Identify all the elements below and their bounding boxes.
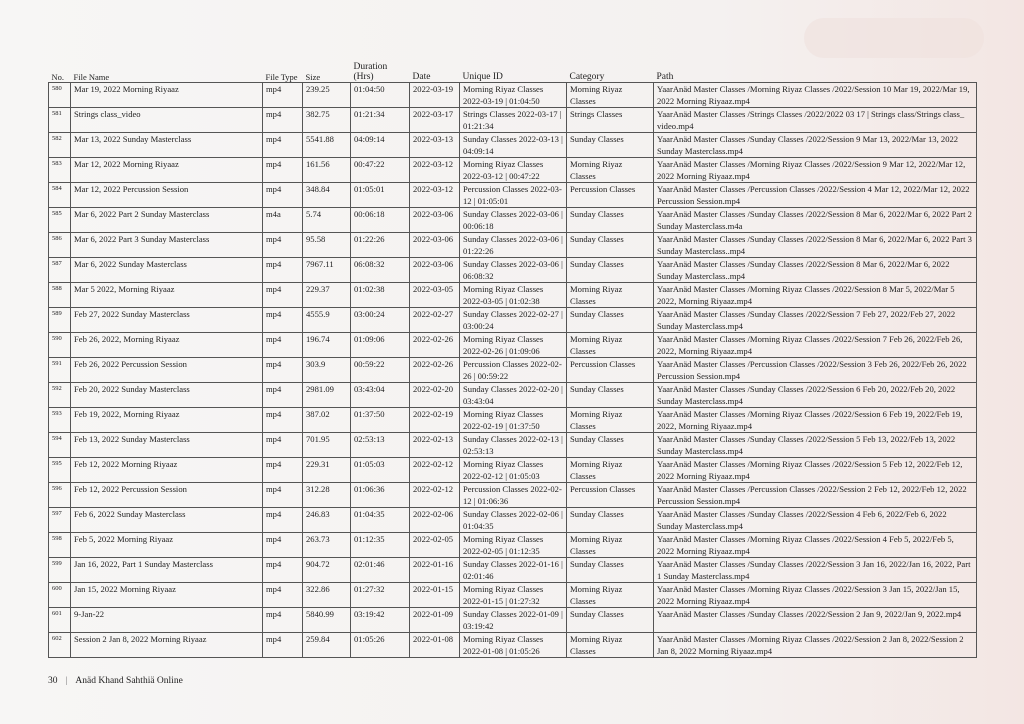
path-cell: YaarAnäd Master Classes /Sunday Classes /2022/Session 8 Mar 6, 2022/Mar 6, 2022 Part 3 Sunday Masterclass..mp4 (654, 233, 977, 258)
unique-id-cell: Strings Classes 2022-03-17 | 01:21:34 (460, 108, 567, 133)
duration-cell: 01:37:50 (351, 408, 410, 433)
file-name-cell: Feb 27, 2022 Sunday Masterclass (71, 308, 263, 333)
file-name-cell: Session 2 Jan 8, 2022 Morning Riyaaz (71, 633, 263, 658)
file-type-cell: mp4 (263, 233, 303, 258)
path-cell: YaarAnäd Master Classes /Sunday Classes /2022/Session 5 Feb 13, 2022/Feb 13, 2022 Sunday Masterclass.mp4 (654, 433, 977, 458)
category-cell: Percussion Classes (567, 183, 654, 208)
duration-cell: 04:09:14 (351, 133, 410, 158)
size-cell: 303.9 (303, 358, 351, 383)
date-cell: 2022-02-12 (410, 458, 460, 483)
size-cell: 5541.88 (303, 133, 351, 158)
category-cell: Morning Riyaz Classes (567, 283, 654, 308)
file-name-cell: Feb 26, 2022 Percussion Session (71, 358, 263, 383)
table-row (49, 258, 977, 283)
size-cell: 312.28 (303, 483, 351, 508)
table-row (49, 108, 977, 133)
category-cell: Sunday Classes (567, 433, 654, 458)
category-cell: Morning Riyaz Classes (567, 83, 654, 108)
file-type-cell: mp4 (263, 258, 303, 283)
row-number: 589 (49, 308, 71, 333)
table-row (49, 183, 977, 208)
date-cell: 2022-03-06 (410, 208, 460, 233)
row-number: 594 (49, 433, 71, 458)
unique-id-cell: Morning Riyaz Classes 2022-03-12 | 00:47:22 (460, 158, 567, 183)
path-cell: YaarAnäd Master Classes /Morning Riyaz Classes /2022/Session 7 Feb 26, 2022/Feb 26, 2022, Morning Riyaaz.mp4 (654, 333, 977, 358)
duration-cell: 01:09:06 (351, 333, 410, 358)
duration-cell: 03:43:04 (351, 383, 410, 408)
row-number: 588 (49, 283, 71, 308)
category-cell: Sunday Classes (567, 558, 654, 583)
duration-cell: 06:08:32 (351, 258, 410, 283)
row-number: 591 (49, 358, 71, 383)
table-row (49, 308, 977, 333)
unique-id-cell: Morning Riyaz Classes 2022-02-26 | 01:09:06 (460, 333, 567, 358)
table-row (49, 358, 977, 383)
size-cell: 904.72 (303, 558, 351, 583)
size-cell: 229.37 (303, 283, 351, 308)
header-size: Size (303, 62, 351, 83)
header-no: No. (49, 62, 71, 83)
path-cell: YaarAnäd Master Classes /Morning Riyaz Classes /2022/Session 6 Feb 19, 2022/Feb 19, 2022, Morning Riyaaz.mp4 (654, 408, 977, 433)
unique-id-cell: Sunday Classes 2022-03-06 | 06:08:32 (460, 258, 567, 283)
row-number: 598 (49, 533, 71, 558)
category-cell: Morning Riyaz Classes (567, 333, 654, 358)
table-row (49, 533, 977, 558)
file-type-cell: mp4 (263, 583, 303, 608)
unique-id-cell: Percussion Classes 2022-02-26 | 00:59:22 (460, 358, 567, 383)
path-cell: YaarAnäd Master Classes /Morning Riyaz Classes /2022/Session 8 Mar 5, 2022/Mar 5 2022, Morning Riyaaz.mp4 (654, 283, 977, 308)
date-cell: 2022-02-27 (410, 308, 460, 333)
file-name-cell: Mar 6, 2022 Sunday Masterclass (71, 258, 263, 283)
table-row (49, 558, 977, 583)
unique-id-cell: Sunday Classes 2022-02-27 | 03:00:24 (460, 308, 567, 333)
file-type-cell: mp4 (263, 158, 303, 183)
file-type-cell: m4a (263, 208, 303, 233)
table-row (49, 233, 977, 258)
header-category: Category (567, 62, 654, 83)
row-number: 586 (49, 233, 71, 258)
table-row (49, 458, 977, 483)
file-name-cell: Jan 15, 2022 Morning Riyaaz (71, 583, 263, 608)
duration-cell: 01:06:36 (351, 483, 410, 508)
path-cell: YaarAnäd Master Classes /Morning Riyaz Classes /2022/Session 3 Jan 15, 2022/Jan 15, 2022 Morning Riyaaz.mp4 (654, 583, 977, 608)
date-cell: 2022-02-05 (410, 533, 460, 558)
path-cell: YaarAnäd Master Classes /Morning Riyaz Classes /2022/Session 10 Mar 19, 2022/Mar 19, 2022 Morning Riyaaz.mp4 (654, 83, 977, 108)
date-cell: 2022-03-19 (410, 83, 460, 108)
table-row (49, 333, 977, 358)
table-row (49, 133, 977, 158)
size-cell: 2981.09 (303, 383, 351, 408)
size-cell: 387.02 (303, 408, 351, 433)
duration-cell: 01:04:35 (351, 508, 410, 533)
duration-cell: 01:21:34 (351, 108, 410, 133)
date-cell: 2022-03-13 (410, 133, 460, 158)
table-row (49, 433, 977, 458)
size-cell: 95.58 (303, 233, 351, 258)
path-cell: YaarAnäd Master Classes /Sunday Classes /2022/Session 9 Mar 13, 2022/Mar 13, 2022 Sunday Masterclass.mp4 (654, 133, 977, 158)
category-cell: Strings Classes (567, 108, 654, 133)
unique-id-cell: Percussion Classes 2022-02-12 | 01:06:36 (460, 483, 567, 508)
unique-id-cell: Sunday Classes 2022-03-06 | 00:06:18 (460, 208, 567, 233)
date-cell: 2022-02-26 (410, 358, 460, 383)
category-cell: Percussion Classes (567, 358, 654, 383)
date-cell: 2022-02-19 (410, 408, 460, 433)
date-cell: 2022-02-26 (410, 333, 460, 358)
duration-cell: 01:22:26 (351, 233, 410, 258)
path-cell: YaarAnäd Master Classes /Percussion Classes /2022/Session 4 Mar 12, 2022/Mar 12, 2022 Percussion Session.mp4 (654, 183, 977, 208)
unique-id-cell: Sunday Classes 2022-03-13 | 04:09:14 (460, 133, 567, 158)
date-cell: 2022-02-12 (410, 483, 460, 508)
row-number: 584 (49, 183, 71, 208)
date-cell: 2022-03-06 (410, 258, 460, 283)
file-type-cell: mp4 (263, 358, 303, 383)
date-cell: 2022-01-16 (410, 558, 460, 583)
date-cell: 2022-03-17 (410, 108, 460, 133)
file-type-cell: mp4 (263, 633, 303, 658)
row-number: 601 (49, 608, 71, 633)
date-cell: 2022-02-20 (410, 383, 460, 408)
table-row (49, 208, 977, 233)
size-cell: 229.31 (303, 458, 351, 483)
path-cell: YaarAnäd Master Classes /Sunday Classes /2022/Session 6 Feb 20, 2022/Feb 20, 2022 Sunday Masterclass.mp4 (654, 383, 977, 408)
unique-id-cell: Percussion Classes 2022-03-12 | 01:05:01 (460, 183, 567, 208)
unique-id-cell: Sunday Classes 2022-02-20 | 03:43:04 (460, 383, 567, 408)
file-index-table (48, 62, 977, 658)
path-cell: YaarAnäd Master Classes /Sunday Classes /2022/Session 3 Jan 16, 2022/Jan 16, 2022, Part 1 Sunday Masterclass.mp4 (654, 558, 977, 583)
file-name-cell: Mar 5 2022, Morning Riyaaz (71, 283, 263, 308)
file-name-cell: 9-Jan-22 (71, 608, 263, 633)
category-cell: Morning Riyaz Classes (567, 533, 654, 558)
file-name-cell: Feb 20, 2022 Sunday Masterclass (71, 383, 263, 408)
file-name-cell: Feb 5, 2022 Morning Riyaaz (71, 533, 263, 558)
table-row (49, 633, 977, 658)
duration-cell: 02:53:13 (351, 433, 410, 458)
page-number: 30 (48, 676, 58, 686)
path-cell: YaarAnäd Master Classes /Percussion Classes /2022/Session 3 Feb 26, 2022/Feb 26, 2022 Percussion Session.mp4 (654, 358, 977, 383)
path-cell: YaarAnäd Master Classes /Sunday Classes /2022/Session 7 Feb 27, 2022/Feb 27, 2022 Sunday Masterclass.mp4 (654, 308, 977, 333)
category-cell: Morning Riyaz Classes (567, 633, 654, 658)
duration-cell: 00:59:22 (351, 358, 410, 383)
unique-id-cell: Morning Riyaz Classes 2022-03-19 | 01:04:50 (460, 83, 567, 108)
category-cell: Sunday Classes (567, 258, 654, 283)
row-number: 590 (49, 333, 71, 358)
path-cell: YaarAnäd Master Classes /Morning Riyaz Classes /2022/Session 4 Feb 5, 2022/Feb 5, 2022 Morning Riyaaz.mp4 (654, 533, 977, 558)
file-type-cell: mp4 (263, 383, 303, 408)
file-name-cell: Jan 16, 2022, Part 1 Sunday Masterclass (71, 558, 263, 583)
size-cell: 5.74 (303, 208, 351, 233)
file-name-cell: Feb 19, 2022, Morning Riyaaz (71, 408, 263, 433)
size-cell: 7967.11 (303, 258, 351, 283)
row-number: 597 (49, 508, 71, 533)
category-cell: Morning Riyaz Classes (567, 408, 654, 433)
category-cell: Sunday Classes (567, 233, 654, 258)
size-cell: 263.73 (303, 533, 351, 558)
file-name-cell: Mar 12, 2022 Percussion Session (71, 183, 263, 208)
unique-id-cell: Morning Riyaz Classes 2022-01-08 | 01:05:26 (460, 633, 567, 658)
duration-cell: 02:01:46 (351, 558, 410, 583)
header-file-name: File Name (71, 62, 263, 83)
row-number: 581 (49, 108, 71, 133)
table-row (49, 483, 977, 508)
date-cell: 2022-03-12 (410, 158, 460, 183)
file-type-cell: mp4 (263, 133, 303, 158)
category-cell: Sunday Classes (567, 383, 654, 408)
size-cell: 382.75 (303, 108, 351, 133)
row-number: 582 (49, 133, 71, 158)
duration-cell: 01:05:01 (351, 183, 410, 208)
file-name-cell: Feb 12, 2022 Percussion Session (71, 483, 263, 508)
size-cell: 161.56 (303, 158, 351, 183)
row-number: 580 (49, 83, 71, 108)
file-type-cell: mp4 (263, 108, 303, 133)
table-row (49, 83, 977, 108)
table-header-row (49, 62, 977, 83)
file-type-cell: mp4 (263, 433, 303, 458)
size-cell: 348.84 (303, 183, 351, 208)
row-number: 587 (49, 258, 71, 283)
category-cell: Sunday Classes (567, 508, 654, 533)
row-number: 599 (49, 558, 71, 583)
row-number: 596 (49, 483, 71, 508)
duration-cell: 03:00:24 (351, 308, 410, 333)
unique-id-cell: Morning Riyaz Classes 2022-03-05 | 01:02:38 (460, 283, 567, 308)
file-type-cell: mp4 (263, 508, 303, 533)
date-cell: 2022-03-06 (410, 233, 460, 258)
duration-cell: 00:47:22 (351, 158, 410, 183)
path-cell: YaarAnäd Master Classes /Sunday Classes /2022/Session 8 Mar 6, 2022/Mar 6, 2022 Sunday Masterclass..mp4 (654, 258, 977, 283)
path-cell: YaarAnäd Master Classes /Sunday Classes /2022/Session 8 Mar 6, 2022/Mar 6, 2022 Part 2 Sunday Masterclass.m4a (654, 208, 977, 233)
table-row (49, 283, 977, 308)
path-cell: YaarAnäd Master Classes /Sunday Classes /2022/Session 2 Jan 9, 2022/Jan 9, 2022.mp4 (654, 608, 977, 633)
unique-id-cell: Sunday Classes 2022-01-16 | 02:01:46 (460, 558, 567, 583)
duration-cell: 01:12:35 (351, 533, 410, 558)
header-duration: Duration (Hrs) (351, 62, 410, 83)
header-date: Date (410, 62, 460, 83)
unique-id-cell: Morning Riyaz Classes 2022-02-19 | 01:37:50 (460, 408, 567, 433)
duration-cell: 01:27:32 (351, 583, 410, 608)
footer-separator: | (65, 676, 68, 686)
file-type-cell: mp4 (263, 408, 303, 433)
duration-cell: 01:05:26 (351, 633, 410, 658)
unique-id-cell: Morning Riyaz Classes 2022-02-12 | 01:05:03 (460, 458, 567, 483)
size-cell: 246.83 (303, 508, 351, 533)
page-footer (48, 676, 183, 686)
date-cell: 2022-02-13 (410, 433, 460, 458)
file-name-cell: Feb 13, 2022 Sunday Masterclass (71, 433, 263, 458)
file-type-cell: mp4 (263, 83, 303, 108)
file-name-cell: Strings class_video (71, 108, 263, 133)
header-file-type: File Type (263, 62, 303, 83)
table-row (49, 408, 977, 433)
file-name-cell: Mar 13, 2022 Sunday Masterclass (71, 133, 263, 158)
date-cell: 2022-02-06 (410, 508, 460, 533)
row-number: 585 (49, 208, 71, 233)
file-type-cell: mp4 (263, 483, 303, 508)
size-cell: 5840.99 (303, 608, 351, 633)
path-cell: YaarAnäd Master Classes /Strings Classes /2022/2022 03 17 | Strings class/Strings class_ video.mp4 (654, 108, 977, 133)
size-cell: 322.86 (303, 583, 351, 608)
file-name-cell: Mar 12, 2022 Morning Riyaaz (71, 158, 263, 183)
file-type-cell: mp4 (263, 458, 303, 483)
date-cell: 2022-03-12 (410, 183, 460, 208)
date-cell: 2022-01-09 (410, 608, 460, 633)
duration-cell: 01:02:38 (351, 283, 410, 308)
file-name-cell: Mar 6, 2022 Part 2 Sunday Masterclass (71, 208, 263, 233)
corner-watermark (804, 18, 984, 58)
category-cell: Sunday Classes (567, 608, 654, 633)
date-cell: 2022-01-15 (410, 583, 460, 608)
date-cell: 2022-03-05 (410, 283, 460, 308)
table-row (49, 383, 977, 408)
row-number: 602 (49, 633, 71, 658)
file-type-cell: mp4 (263, 533, 303, 558)
row-number: 593 (49, 408, 71, 433)
unique-id-cell: Sunday Classes 2022-03-06 | 01:22:26 (460, 233, 567, 258)
category-cell: Percussion Classes (567, 483, 654, 508)
category-cell: Sunday Classes (567, 308, 654, 333)
header-path: Path (654, 62, 977, 83)
publication-name: Anäd Khand Sahthiä Online (75, 676, 183, 686)
file-type-cell: mp4 (263, 558, 303, 583)
duration-cell: 03:19:42 (351, 608, 410, 633)
category-cell: Sunday Classes (567, 133, 654, 158)
file-name-cell: Mar 19, 2022 Morning Riyaaz (71, 83, 263, 108)
path-cell: YaarAnäd Master Classes /Sunday Classes /2022/Session 4 Feb 6, 2022/Feb 6, 2022 Sunday Masterclass.mp4 (654, 508, 977, 533)
file-name-cell: Feb 12, 2022 Morning Riyaaz (71, 458, 263, 483)
file-name-cell: Mar 6, 2022 Part 3 Sunday Masterclass (71, 233, 263, 258)
table-row (49, 608, 977, 633)
row-number: 600 (49, 583, 71, 608)
file-type-cell: mp4 (263, 333, 303, 358)
size-cell: 4555.9 (303, 308, 351, 333)
size-cell: 239.25 (303, 83, 351, 108)
header-unique-id: Unique ID (460, 62, 567, 83)
unique-id-cell: Sunday Classes 2022-01-09 | 03:19:42 (460, 608, 567, 633)
path-cell: YaarAnäd Master Classes /Morning Riyaz Classes /2022/Session 2 Jan 8, 2022/Session 2 Jan 8, 2022 Morning Riyaaz.mp4 (654, 633, 977, 658)
path-cell: YaarAnäd Master Classes /Percussion Classes /2022/Session 2 Feb 12, 2022/Feb 12, 2022 Percussion Session.mp4 (654, 483, 977, 508)
file-type-cell: mp4 (263, 183, 303, 208)
category-cell: Morning Riyaz Classes (567, 158, 654, 183)
category-cell: Morning Riyaz Classes (567, 583, 654, 608)
duration-cell: 01:05:03 (351, 458, 410, 483)
table-row (49, 508, 977, 533)
category-cell: Sunday Classes (567, 208, 654, 233)
unique-id-cell: Morning Riyaz Classes 2022-01-15 | 01:27:32 (460, 583, 567, 608)
path-cell: YaarAnäd Master Classes /Morning Riyaz Classes /2022/Session 5 Feb 12, 2022/Feb 12, 2022 Morning Riyaaz.mp4 (654, 458, 977, 483)
unique-id-cell: Sunday Classes 2022-02-13 | 02:53:13 (460, 433, 567, 458)
unique-id-cell: Morning Riyaz Classes 2022-02-05 | 01:12:35 (460, 533, 567, 558)
duration-cell: 01:04:50 (351, 83, 410, 108)
size-cell: 701.95 (303, 433, 351, 458)
size-cell: 196.74 (303, 333, 351, 358)
row-number: 595 (49, 458, 71, 483)
duration-cell: 00:06:18 (351, 208, 410, 233)
row-number: 592 (49, 383, 71, 408)
unique-id-cell: Sunday Classes 2022-02-06 | 01:04:35 (460, 508, 567, 533)
table-row (49, 583, 977, 608)
table-row (49, 158, 977, 183)
category-cell: Morning Riyaz Classes (567, 458, 654, 483)
row-number: 583 (49, 158, 71, 183)
file-name-cell: Feb 6, 2022 Sunday Masterclass (71, 508, 263, 533)
file-type-cell: mp4 (263, 308, 303, 333)
file-name-cell: Feb 26, 2022, Morning Riyaaz (71, 333, 263, 358)
size-cell: 259.84 (303, 633, 351, 658)
file-type-cell: mp4 (263, 608, 303, 633)
path-cell: YaarAnäd Master Classes /Morning Riyaz Classes /2022/Session 9 Mar 12, 2022/Mar 12, 2022 Morning Riyaaz.mp4 (654, 158, 977, 183)
file-type-cell: mp4 (263, 283, 303, 308)
date-cell: 2022-01-08 (410, 633, 460, 658)
